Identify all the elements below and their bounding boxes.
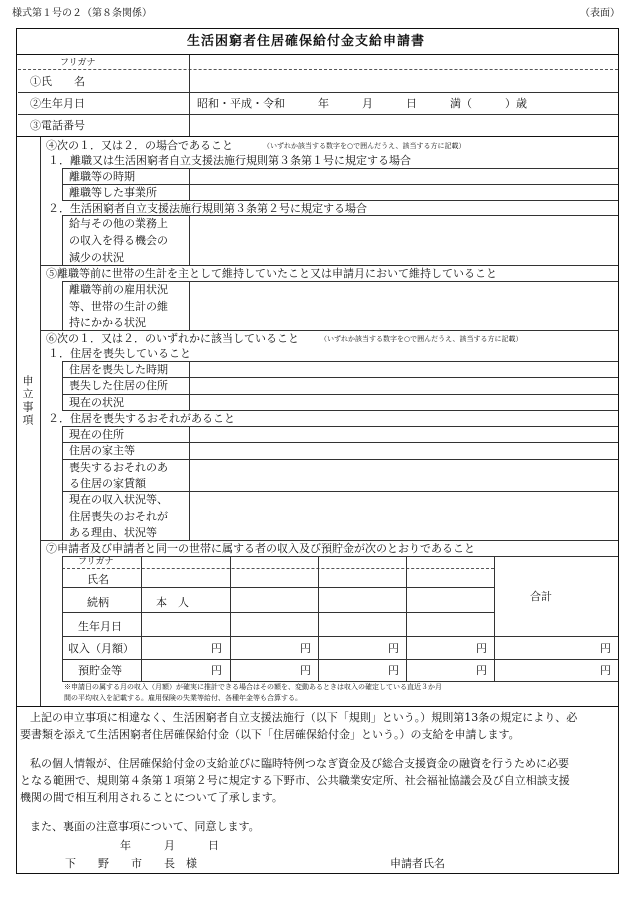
applicant-name-label: 申請者氏名 [390, 857, 445, 870]
application-date[interactable]: 年 月 日 [120, 839, 219, 852]
section-4-case-1: １．離職又は生活困窮者自立支援法施行規則第３条第１号に規定する場合 [48, 154, 411, 167]
savings-label: 預貯金等 [78, 664, 122, 677]
income-reduction-label-2: の収入を得る機会の [69, 234, 168, 247]
addressee: 下 野 市 長 様 [65, 857, 197, 870]
current-address-label: 現在の住所 [69, 428, 124, 441]
birthdate-field[interactable]: 昭和・平成・令和 年 月 日 満（ ）歳 [197, 97, 527, 110]
housing-loss-date-label: 住居を喪失した時期 [69, 363, 168, 376]
phone-label: ③電話番号 [30, 119, 85, 132]
phone-field[interactable] [190, 115, 617, 136]
rent-label-2: る住居の家賃額 [69, 477, 146, 490]
income-note-2: 間の平均収入を記載する。雇用保険の失業等給付、各種年金等も合算する。 [64, 694, 302, 702]
name-field[interactable] [190, 70, 617, 92]
employment-status-label-2: 等、世帯の生計の維 [69, 300, 168, 313]
section-4-note: （いずれか該当する数字を○で囲んだうえ、該当する方に記載） [263, 142, 466, 150]
section-5-title: ⑤離職等前に世帯の生計を主として維持していたこと又は申請月において維持していること [46, 267, 497, 280]
consent-text-3: 機関の間で相互利用されることについて了承します。 [20, 791, 283, 804]
form-number: 様式第１号の２（第８条関係） [12, 8, 152, 19]
yen-unit: 円 [476, 664, 487, 677]
income-reduction-label: 給与その他の業務上 [69, 217, 168, 230]
household-relation-label: 続柄 [87, 596, 109, 609]
section-6-title: ⑥次の１．又は２．のいずれかに該当していること [46, 332, 299, 345]
section-4-case-2: ２．生活困窮者自立支援法施行規則第３条第２号に規定する場合 [48, 202, 367, 215]
relation-self: 本 人 [156, 596, 189, 609]
declaration-text-2: 要書類を添えて生活困窮者住居確保給付金（以下「住居確保給付金」という。）の支給を申請します。 [20, 728, 520, 741]
yen-unit: 円 [476, 642, 487, 655]
section-4-title: ④次の１．又は２．の場合であること [46, 139, 233, 152]
income-note: ※申請日の属する月の収入（月額）が確実に推計できる場合はその額を、変動あるときは収入の確定している直近３か月 [64, 683, 442, 691]
yen-unit: 円 [388, 664, 399, 677]
form-title: 生活困窮者住居確保給付金支給申請書 [187, 34, 426, 49]
section-6-note: （いずれか該当する数字を○で囲んだうえ、該当する方に記載） [320, 335, 523, 343]
monthly-income-label: 収入（月額） [68, 642, 134, 655]
employment-status-label-3: 持にかかる状況 [69, 316, 146, 329]
yen-unit: 円 [300, 664, 311, 677]
name-label: ①氏 名 [30, 75, 85, 88]
declaration-text: 上記の申立事項に相違なく、生活困窮者自立支援法施行（以下「規則」という。）規則第13条の規定により、必 [30, 711, 578, 724]
yen-unit: 円 [600, 642, 611, 655]
side-label: （表面） [580, 8, 620, 19]
household-birthdate-label: 生年月日 [78, 620, 122, 633]
household-furigana-label: フリガナ [78, 557, 114, 567]
agreement-text: また、裏面の注意事項について、同意します。 [30, 820, 260, 833]
risk-reason-label-2: 住居喪失のおそれが [69, 510, 168, 523]
income-reduction-label-3: 減少の状況 [69, 251, 124, 264]
yen-unit: 円 [300, 642, 311, 655]
rent-label: 喪失するおそれのあ [69, 461, 168, 474]
birthdate-label: ②生年月日 [30, 97, 85, 110]
landlord-label: 住居の家主等 [69, 444, 135, 457]
employment-status-label: 離職等前の雇用状況 [69, 283, 168, 296]
section-6-case-1: １．住居を喪失していること [48, 347, 191, 360]
yen-unit: 円 [211, 664, 222, 677]
furigana-label: フリガナ [60, 58, 96, 68]
declaration-items-label: 申立事項 [21, 375, 34, 427]
consent-text-2: となる範囲で、規則第４条第１項第２号に規定する下野市、公共職業安定所、社会福祉協議会及び自立相談支援 [20, 774, 570, 787]
total-label: 合計 [530, 590, 552, 603]
lost-address-label: 喪失した住居の住所 [69, 379, 168, 392]
section-7-title: ⑦申請者及び申請者と同一の世帯に属する者の収入及び預貯金が次のとおりであること [46, 542, 475, 555]
yen-unit: 円 [600, 664, 611, 677]
yen-unit: 円 [388, 642, 399, 655]
section-6-case-2: ２．住居を喪失するおそれがあること [48, 412, 235, 425]
risk-reason-label-3: ある理由、状況等 [69, 526, 157, 539]
separation-date-label: 離職等の時期 [69, 170, 135, 183]
risk-reason-label: 現在の収入状況等、 [69, 493, 168, 506]
consent-text: 私の個人情報が、住居確保給付金の支給並びに臨時特例つなぎ資金及び総合支援資金の融資を行うために必要 [30, 757, 569, 770]
yen-unit: 円 [211, 642, 222, 655]
household-name-label: 氏名 [87, 573, 109, 586]
separation-employer-label: 離職等した事業所 [69, 186, 157, 199]
current-situation-label: 現在の状況 [69, 396, 124, 409]
